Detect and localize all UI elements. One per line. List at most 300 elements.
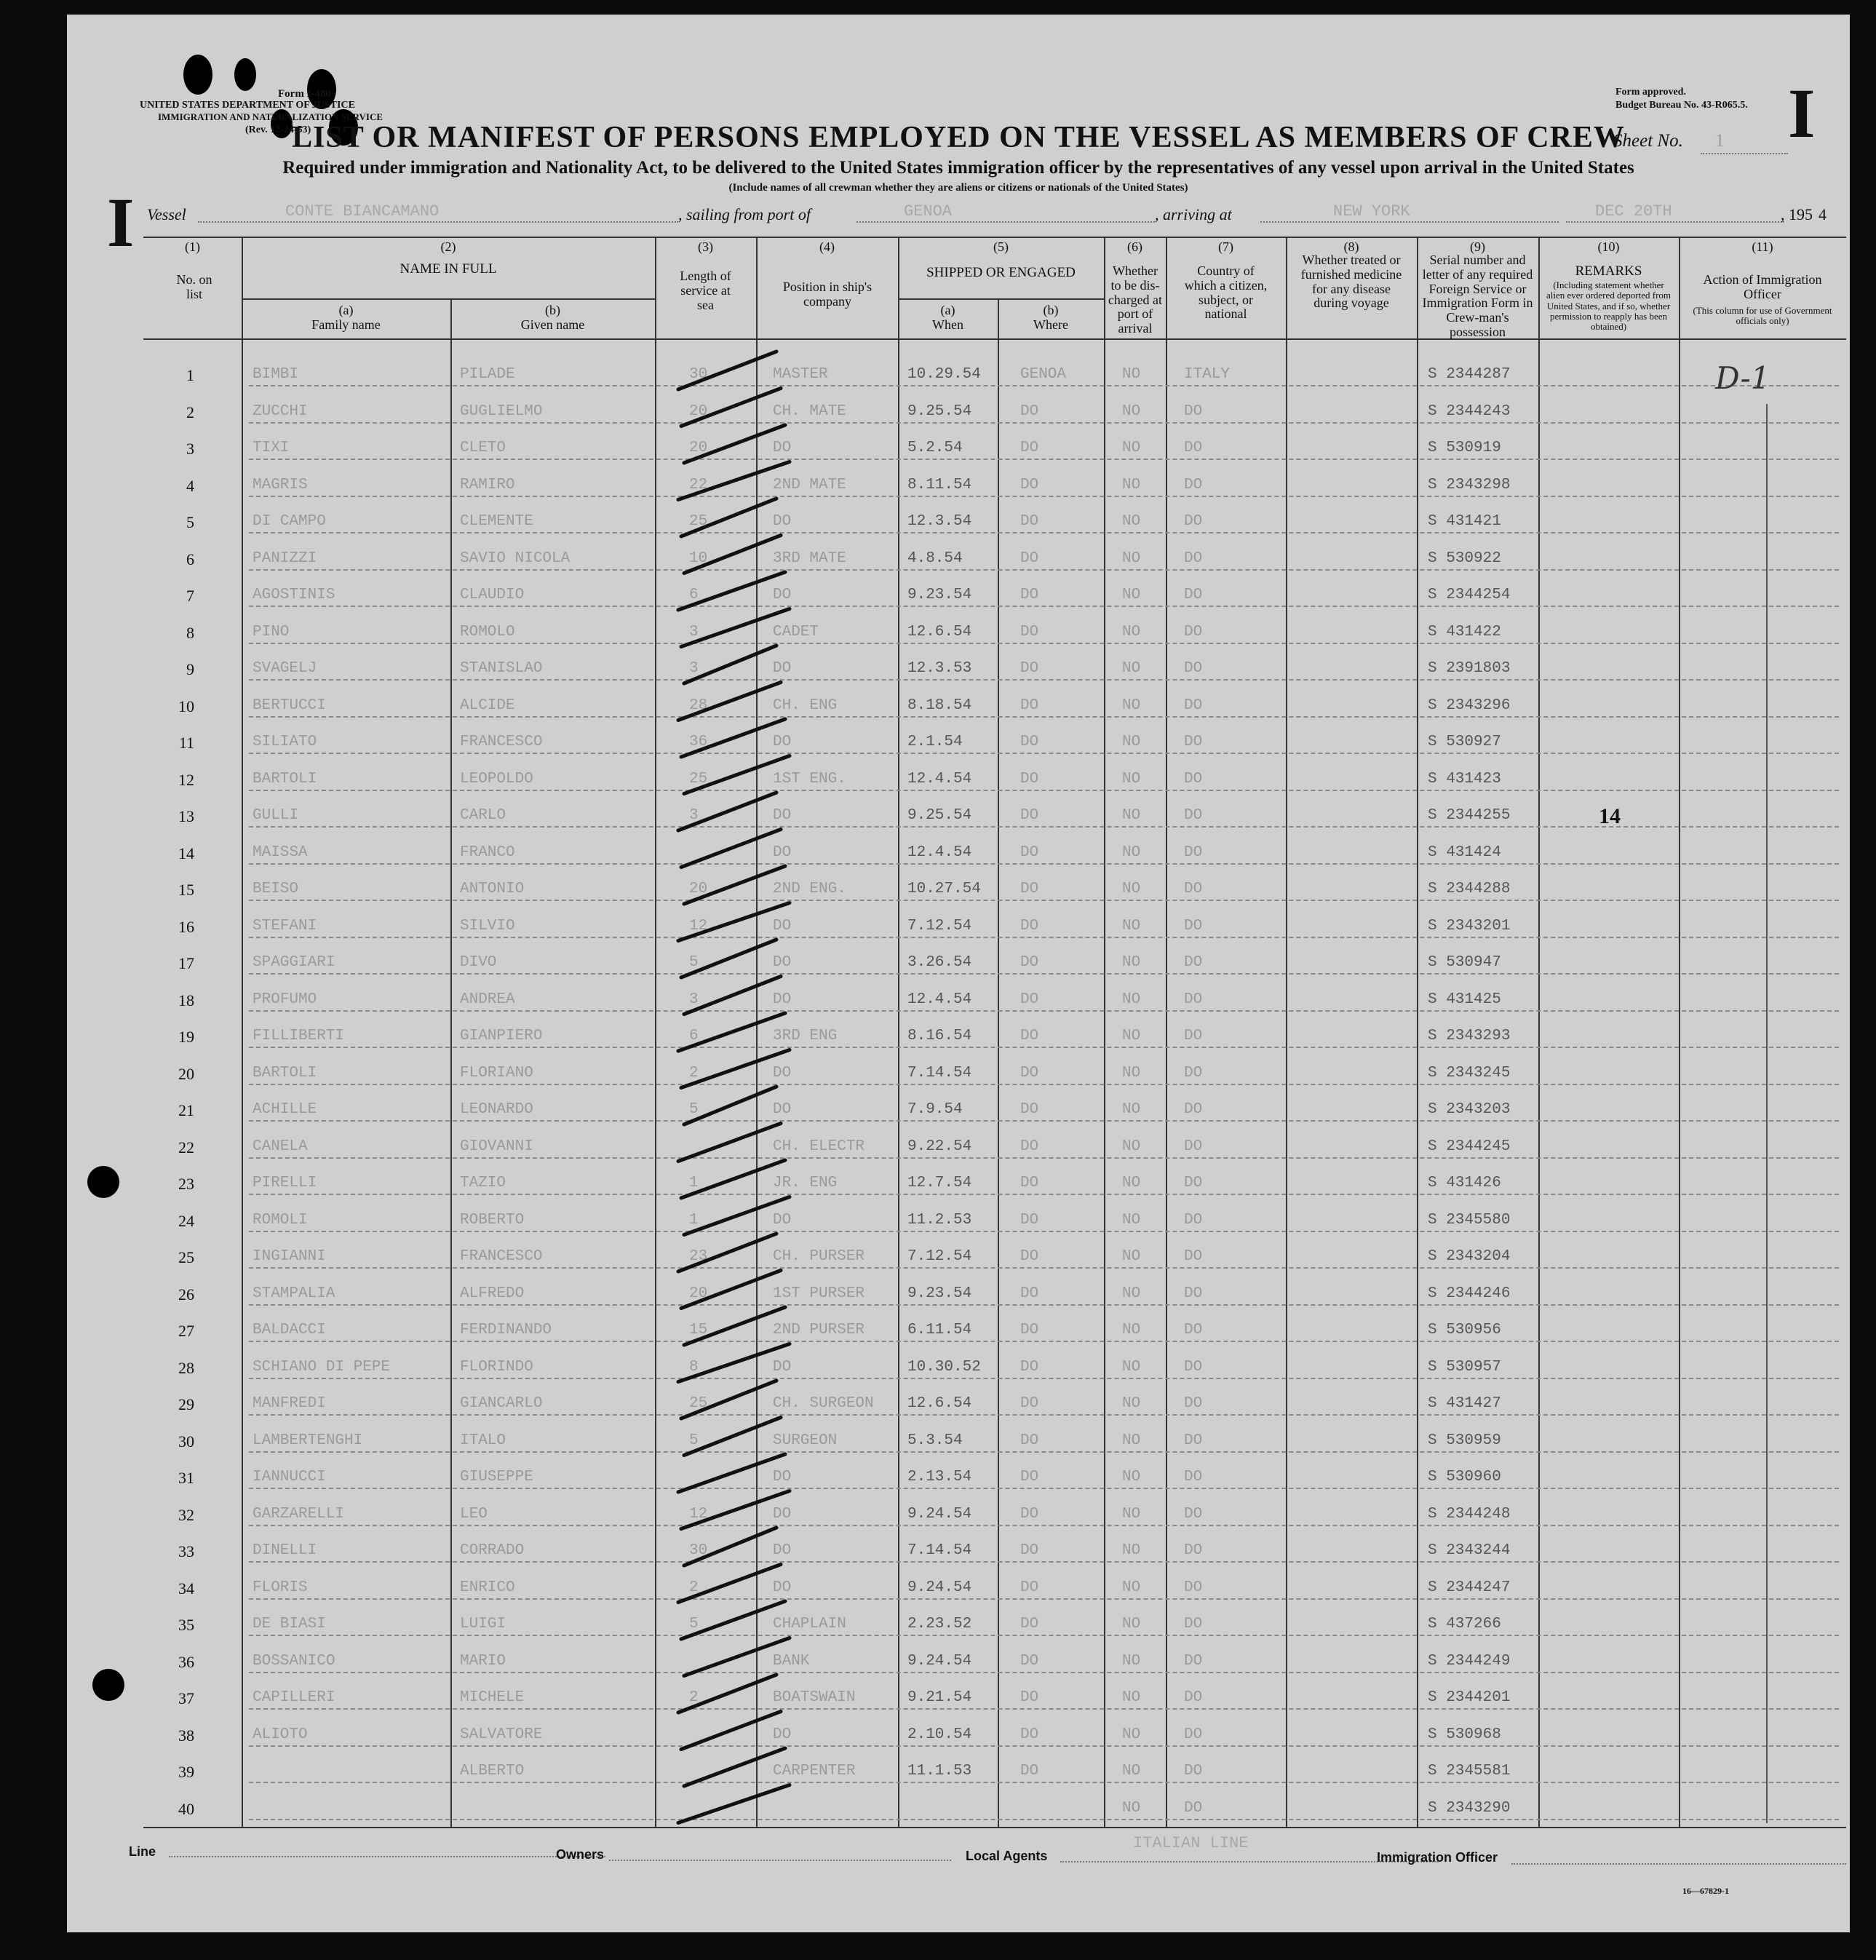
row-rule xyxy=(249,973,1839,975)
cell-serial: S 2343245 xyxy=(1428,1064,1511,1082)
row-number: 5 xyxy=(186,513,194,531)
cell-len: 30 xyxy=(689,1542,708,1559)
cell-serial: S 431425 xyxy=(1428,991,1501,1008)
cell-where: DO xyxy=(1020,697,1039,714)
cell-len: 5 xyxy=(689,954,699,971)
cell-disch: NO xyxy=(1122,1028,1141,1044)
cell-pos: CARPENTER xyxy=(773,1763,856,1780)
cell-given: GIANCARLO xyxy=(460,1395,543,1412)
cell-disch: NO xyxy=(1122,954,1141,971)
row-number: 17 xyxy=(178,954,194,972)
table-row xyxy=(136,464,1846,500)
cell-where: DO xyxy=(1020,1285,1039,1302)
table-row xyxy=(136,1713,1846,1750)
col11-num: (11) xyxy=(1752,239,1773,254)
cell-when: 9.24.54 xyxy=(907,1505,972,1523)
footer-line-label: Line xyxy=(129,1844,156,1859)
cell-where: DO xyxy=(1020,1395,1039,1412)
cell-when: 8.16.54 xyxy=(907,1028,972,1044)
cell-len: 2 xyxy=(689,1689,699,1706)
cell-len: 23 xyxy=(689,1248,708,1265)
cell-when: 9.22.54 xyxy=(907,1138,972,1155)
cell-serial: S 2344248 xyxy=(1428,1505,1511,1523)
cell-when: 12.3.54 xyxy=(907,513,972,530)
cell-where: DO xyxy=(1020,1101,1039,1118)
table-row xyxy=(136,574,1846,610)
row-rule xyxy=(249,1782,1839,1783)
cell-pos: 1ST ENG. xyxy=(773,770,846,787)
dept-line2: IMMIGRATION AND NATURALIZATION SERVICE xyxy=(158,111,383,122)
row-number: 30 xyxy=(178,1432,194,1451)
row-number: 39 xyxy=(178,1763,194,1781)
cell-family: DI CAMPO xyxy=(253,513,326,530)
col5a-label: (a) When xyxy=(932,303,963,332)
col6-label: Whether to be dis-charged at port of arrival xyxy=(1108,263,1163,336)
cell-where: DO xyxy=(1020,1689,1039,1706)
row-rule xyxy=(249,753,1839,754)
cell-len: 6 xyxy=(689,1028,699,1044)
cell-family: GARZARELLI xyxy=(253,1505,345,1523)
cell-disch: NO xyxy=(1122,1211,1141,1229)
cell-where: DO xyxy=(1020,1028,1039,1044)
cell-serial: S 530922 xyxy=(1428,549,1501,567)
cell-where: DO xyxy=(1020,1064,1039,1082)
cell-family: PROFUMO xyxy=(253,991,317,1008)
row-rule xyxy=(249,863,1839,865)
row-rule xyxy=(249,1120,1839,1122)
cell-given: CORRADO xyxy=(460,1542,525,1559)
cell-when: 9.25.54 xyxy=(907,807,972,824)
cell-when: 10.27.54 xyxy=(907,881,981,897)
cell-country: DO xyxy=(1184,844,1203,861)
cell-where: DO xyxy=(1020,1211,1039,1229)
cell-pos: CH. ENG xyxy=(773,697,838,714)
cell-where: DO xyxy=(1020,917,1039,935)
cell-given: LEOPOLDO xyxy=(460,770,533,787)
row-number: 4 xyxy=(186,476,194,495)
cell-family: BALDACCI xyxy=(253,1322,326,1338)
cell-pos: 2ND ENG. xyxy=(773,881,846,897)
cell-where: DO xyxy=(1020,1726,1039,1743)
table-row xyxy=(136,1676,1846,1713)
cell-country: DO xyxy=(1184,1211,1203,1229)
cell-where: DO xyxy=(1020,1248,1039,1265)
cell-given: LEONARDO xyxy=(460,1101,533,1118)
cell-when: 9.24.54 xyxy=(907,1579,972,1596)
cell-country: DO xyxy=(1184,734,1203,750)
cell-country: DO xyxy=(1184,1175,1203,1191)
row-number: 20 xyxy=(178,1064,194,1083)
cell-when: 8.18.54 xyxy=(907,697,972,714)
row-number: 25 xyxy=(178,1248,194,1266)
table-row xyxy=(136,1199,1846,1235)
row-number: 9 xyxy=(186,660,194,678)
cell-country: DO xyxy=(1184,1469,1203,1485)
cell-disch: NO xyxy=(1122,734,1141,750)
cell-family: PINO xyxy=(253,623,290,640)
officer-annotation: D-1 xyxy=(1715,360,1770,396)
row-rule xyxy=(249,1488,1839,1489)
row-rule xyxy=(249,459,1839,460)
cell-disch: NO xyxy=(1122,476,1141,493)
cell-country: DO xyxy=(1184,440,1203,456)
ink-blot xyxy=(234,58,256,91)
cell-country: DO xyxy=(1184,1028,1203,1044)
cell-disch: NO xyxy=(1122,1542,1141,1559)
row-number: 27 xyxy=(178,1322,194,1340)
cell-pos: DO xyxy=(773,1064,792,1082)
cell-pos: 2ND PURSER xyxy=(773,1322,865,1338)
row-number: 33 xyxy=(178,1542,194,1560)
cell-country: DO xyxy=(1184,1763,1203,1780)
cell-serial: S 431423 xyxy=(1428,770,1501,787)
cell-country: DO xyxy=(1184,1101,1203,1118)
col8-label: Whether treated or furnished medicine for any disease during voyage xyxy=(1300,253,1402,311)
cell-family: CAPILLERI xyxy=(253,1689,335,1706)
cell-len: 6 xyxy=(689,587,699,603)
col4-label: Position in ship's company xyxy=(782,279,873,309)
cell-pos: MASTER xyxy=(773,366,828,383)
cell-len: 3 xyxy=(689,807,699,824)
table-row xyxy=(136,684,1846,721)
footer-officer-underline xyxy=(1511,1863,1846,1865)
row-number: 21 xyxy=(178,1101,194,1119)
cell-where: DO xyxy=(1020,476,1039,493)
cell-disch: NO xyxy=(1122,1432,1141,1449)
row-number: 29 xyxy=(178,1395,194,1413)
cell-len: 3 xyxy=(689,623,699,640)
arrival-date: DEC 20TH xyxy=(1595,202,1672,221)
cell-country: DO xyxy=(1184,770,1203,787)
cell-where: DO xyxy=(1020,807,1039,824)
cell-serial: S 2343201 xyxy=(1428,917,1511,935)
table-row xyxy=(136,1015,1846,1051)
cell-disch: NO xyxy=(1122,1248,1141,1265)
cell-len: 20 xyxy=(689,440,708,456)
cell-serial: S 530957 xyxy=(1428,1358,1501,1376)
cell-serial: S 2391803 xyxy=(1428,660,1511,677)
cell-when: 5.2.54 xyxy=(907,440,963,456)
cell-country: DO xyxy=(1184,1248,1203,1265)
col9-label: Serial number and letter of any required Foreign Service or Immigration Form in Crew-man's possession xyxy=(1422,253,1533,339)
col11-label: Action of Immigration Officer xyxy=(1703,272,1822,301)
row-rule xyxy=(249,422,1839,424)
cell-where: DO xyxy=(1020,513,1039,530)
cell-serial: S 2345580 xyxy=(1428,1211,1511,1229)
table-row xyxy=(136,794,1846,830)
cell-disch: NO xyxy=(1122,807,1141,824)
cell-when: 7.9.54 xyxy=(907,1101,963,1118)
row-number: 15 xyxy=(178,881,194,899)
cell-country: DO xyxy=(1184,623,1203,640)
cell-family: INGIANNI xyxy=(253,1248,326,1265)
cell-family: BOSSANICO xyxy=(253,1652,335,1670)
cell-when: 2.10.54 xyxy=(907,1726,972,1743)
table-row xyxy=(136,1566,1846,1603)
cell-given: SILVIO xyxy=(460,917,515,935)
cell-given: GIUSEPPE xyxy=(460,1469,533,1485)
arrival-port: NEW YORK xyxy=(1333,202,1410,221)
row-number: 11 xyxy=(178,734,194,752)
cell-country: DO xyxy=(1184,1542,1203,1559)
cell-pos: CH. SURGEON xyxy=(773,1395,874,1412)
table-row xyxy=(136,537,1846,574)
cell-country: DO xyxy=(1184,660,1203,677)
cell-family: PANIZZI xyxy=(253,549,317,567)
cell-given: MICHELE xyxy=(460,1689,525,1706)
cell-when: 12.4.54 xyxy=(907,991,972,1008)
cell-family: DE BIASI xyxy=(253,1616,326,1632)
cell-where: DO xyxy=(1020,991,1039,1008)
row-rule xyxy=(249,1708,1839,1710)
cell-when: 4.8.54 xyxy=(907,549,963,567)
cell-disch: NO xyxy=(1122,440,1141,456)
cell-serial: S 2343203 xyxy=(1428,1101,1511,1118)
cell-len: 25 xyxy=(689,513,708,530)
table-row xyxy=(136,611,1846,647)
cell-serial: S 431427 xyxy=(1428,1395,1501,1412)
cell-serial: S 2344243 xyxy=(1428,402,1511,420)
cell-disch: NO xyxy=(1122,402,1141,420)
cell-where: DO xyxy=(1020,1763,1039,1780)
cell-given: LEO xyxy=(460,1505,488,1523)
cell-country: DO xyxy=(1184,1395,1203,1412)
cell-disch: NO xyxy=(1122,697,1141,714)
cell-when: 6.11.54 xyxy=(907,1322,972,1338)
table-row xyxy=(136,978,1846,1015)
cell-when: 11.1.53 xyxy=(907,1763,972,1780)
row-rule xyxy=(249,1451,1839,1453)
cell-when: 10.29.54 xyxy=(907,366,981,383)
col7-label: Country of which a citizen, subject, or national xyxy=(1184,263,1268,322)
table-row xyxy=(136,1272,1846,1309)
cell-family: ZUCCHI xyxy=(253,402,308,420)
cell-when: 5.3.54 xyxy=(907,1432,963,1449)
cell-where: DO xyxy=(1020,1175,1039,1191)
row-rule xyxy=(249,1672,1839,1673)
cell-serial: S 431426 xyxy=(1428,1175,1501,1191)
row-rule xyxy=(249,1635,1839,1636)
cell-where: DO xyxy=(1020,549,1039,567)
cell-pos: BOATSWAIN xyxy=(773,1689,856,1706)
table-row xyxy=(136,1052,1846,1088)
row-rule xyxy=(249,900,1839,901)
cell-country: DO xyxy=(1184,1358,1203,1376)
row-rule xyxy=(249,1194,1839,1195)
year-prefix: , 195 xyxy=(1781,205,1813,223)
row-rule xyxy=(249,1010,1839,1012)
cell-given: FRANCESCO xyxy=(460,734,543,750)
row-rule xyxy=(249,1819,1839,1820)
cell-serial: S 2344201 xyxy=(1428,1689,1511,1706)
table-row xyxy=(136,1603,1846,1639)
cell-family: BERTUCCI xyxy=(253,697,326,714)
cell-serial: S 2344247 xyxy=(1428,1579,1511,1596)
cell-family: ACHILLE xyxy=(253,1101,317,1118)
cell-disch: NO xyxy=(1122,513,1141,530)
cell-country: DO xyxy=(1184,1322,1203,1338)
cell-len: 5 xyxy=(689,1101,699,1118)
footer-owners-underline xyxy=(609,1860,951,1861)
col2-num: (2) xyxy=(440,239,456,254)
cell-where: DO xyxy=(1020,954,1039,971)
cell-disch: NO xyxy=(1122,1505,1141,1523)
footer-line-underline xyxy=(169,1856,605,1857)
cell-pos: DO xyxy=(773,991,792,1008)
cell-pos: DO xyxy=(773,844,792,861)
cell-serial: S 2343290 xyxy=(1428,1799,1511,1817)
cell-country: ITALY xyxy=(1184,366,1231,383)
cell-disch: NO xyxy=(1122,1322,1141,1338)
cell-len: 25 xyxy=(689,1395,708,1412)
cell-family: BIMBI xyxy=(253,366,299,383)
cell-given: SAVIO NICOLA xyxy=(460,549,571,567)
cell-given: GUGLIELMO xyxy=(460,402,543,420)
cell-family: STAMPALIA xyxy=(253,1285,335,1302)
row-rule xyxy=(249,532,1839,533)
cell-given: PILADE xyxy=(460,366,515,383)
cell-where: DO xyxy=(1020,734,1039,750)
table-row xyxy=(136,647,1846,683)
arriving-label: , arriving at xyxy=(1155,205,1232,223)
cell-serial: S 2343298 xyxy=(1428,476,1511,493)
cell-serial: S 530968 xyxy=(1428,1726,1501,1743)
cell-given: FRANCO xyxy=(460,844,515,861)
cell-given: CARLO xyxy=(460,807,506,824)
cell-pos: JR. ENG xyxy=(773,1175,838,1191)
cell-country: DO xyxy=(1184,1799,1203,1817)
cell-len: 2 xyxy=(689,1579,699,1596)
cell-country: DO xyxy=(1184,476,1203,493)
table-row xyxy=(136,1787,1846,1823)
row-number: 14 xyxy=(178,844,194,862)
row-number: 40 xyxy=(178,1799,194,1818)
table-row xyxy=(136,905,1846,941)
cell-pos: CHAPLAIN xyxy=(773,1616,846,1632)
cell-len: 12 xyxy=(689,917,708,935)
sailing-label: , sailing from port of xyxy=(678,205,811,223)
cell-where: DO xyxy=(1020,770,1039,787)
row-number: 31 xyxy=(178,1469,194,1487)
cell-when: 3.26.54 xyxy=(907,954,972,971)
cell-disch: NO xyxy=(1122,917,1141,935)
table-row xyxy=(136,1088,1846,1124)
cell-country: DO xyxy=(1184,1505,1203,1523)
cell-given: GIOVANNI xyxy=(460,1138,533,1155)
form-approved: Form approved. xyxy=(1615,87,1686,98)
col2-label: NAME IN FULL xyxy=(400,261,497,277)
cell-when: 10.30.52 xyxy=(907,1358,981,1376)
cell-country: DO xyxy=(1184,1579,1203,1596)
col6-num: (6) xyxy=(1127,239,1142,254)
cell-where: DO xyxy=(1020,1542,1039,1559)
cell-len: 3 xyxy=(689,660,699,677)
cell-where: DO xyxy=(1020,402,1039,420)
cell-given: CLETO xyxy=(460,440,506,456)
cell-disch: NO xyxy=(1122,366,1141,383)
cell-len: 12 xyxy=(689,1505,708,1523)
cell-country: DO xyxy=(1184,917,1203,935)
cell-family: SILIATO xyxy=(253,734,317,750)
cell-len: 8 xyxy=(689,1358,699,1376)
cell-where: DO xyxy=(1020,660,1039,677)
cell-serial: S 530960 xyxy=(1428,1469,1501,1485)
footer-officer-label: Immigration Officer xyxy=(1377,1850,1498,1865)
cell-pos: 3RD MATE xyxy=(773,549,846,567)
col4-num: (4) xyxy=(819,239,835,254)
cell-disch: NO xyxy=(1122,1138,1141,1155)
row-number: 7 xyxy=(186,587,194,605)
table-row xyxy=(136,500,1846,536)
cell-when: 7.12.54 xyxy=(907,917,972,935)
cell-serial: S 2344249 xyxy=(1428,1652,1511,1670)
cell-country: DO xyxy=(1184,881,1203,897)
row-rule xyxy=(249,1598,1839,1600)
cell-disch: NO xyxy=(1122,623,1141,640)
row-number: 8 xyxy=(186,623,194,642)
row-number: 32 xyxy=(178,1505,194,1524)
cell-serial: S 2344254 xyxy=(1428,587,1511,603)
cell-when: 12.6.54 xyxy=(907,623,972,640)
cell-pos: DO xyxy=(773,734,792,750)
cell-pos: SURGEON xyxy=(773,1432,838,1449)
cell-serial: S 2344288 xyxy=(1428,881,1511,897)
row-number: 13 xyxy=(178,807,194,825)
cell-len: 20 xyxy=(689,1285,708,1302)
cell-where: DO xyxy=(1020,623,1039,640)
table-row xyxy=(136,1235,1846,1271)
cell-given: ALCIDE xyxy=(460,697,515,714)
cell-country: DO xyxy=(1184,1432,1203,1449)
cell-where: DO xyxy=(1020,1358,1039,1376)
ink-blot xyxy=(183,55,212,95)
cell-when: 2.13.54 xyxy=(907,1469,972,1485)
cell-disch: NO xyxy=(1122,1799,1141,1817)
cell-when: 9.24.54 xyxy=(907,1652,972,1670)
cell-given: ANDREA xyxy=(460,991,515,1008)
row-number: 16 xyxy=(178,917,194,936)
cell-disch: NO xyxy=(1122,660,1141,677)
cell-when: 12.3.53 xyxy=(907,660,972,677)
manifest-subtitle: Required under immigration and Nationality Act, to be delivered to the United States immigration officer by the representatives of any vessel upon arrival in the United States xyxy=(282,158,1634,178)
row-rule xyxy=(249,1157,1839,1159)
vessel-name: CONTE BIANCAMANO xyxy=(285,202,440,221)
cell-given: FRANCESCO xyxy=(460,1248,543,1265)
col3-label: Length of service at sea xyxy=(680,269,731,312)
punch-hole xyxy=(92,1669,124,1701)
table-row xyxy=(136,1750,1846,1786)
table-row xyxy=(136,831,1846,868)
cell-given: CLEMENTE xyxy=(460,513,533,530)
row-number: 2 xyxy=(186,402,194,421)
cell-family: STEFANI xyxy=(253,917,317,935)
cell-serial: S 530919 xyxy=(1428,440,1501,456)
table-row xyxy=(136,1640,1846,1676)
cell-len: 3 xyxy=(689,991,699,1008)
table-row xyxy=(136,426,1846,463)
row-rule xyxy=(249,385,1839,386)
cell-disch: NO xyxy=(1122,1689,1141,1706)
cell-pos: DO xyxy=(773,1211,792,1229)
cell-disch: NO xyxy=(1122,587,1141,603)
cell-serial: S 2343244 xyxy=(1428,1542,1511,1559)
cell-given: LUIGI xyxy=(460,1616,506,1632)
cell-family: DINELLI xyxy=(253,1542,317,1559)
cell-when: 11.2.53 xyxy=(907,1211,972,1229)
row-rule xyxy=(249,1084,1839,1085)
table-row xyxy=(136,941,1846,977)
cell-country: DO xyxy=(1184,549,1203,567)
